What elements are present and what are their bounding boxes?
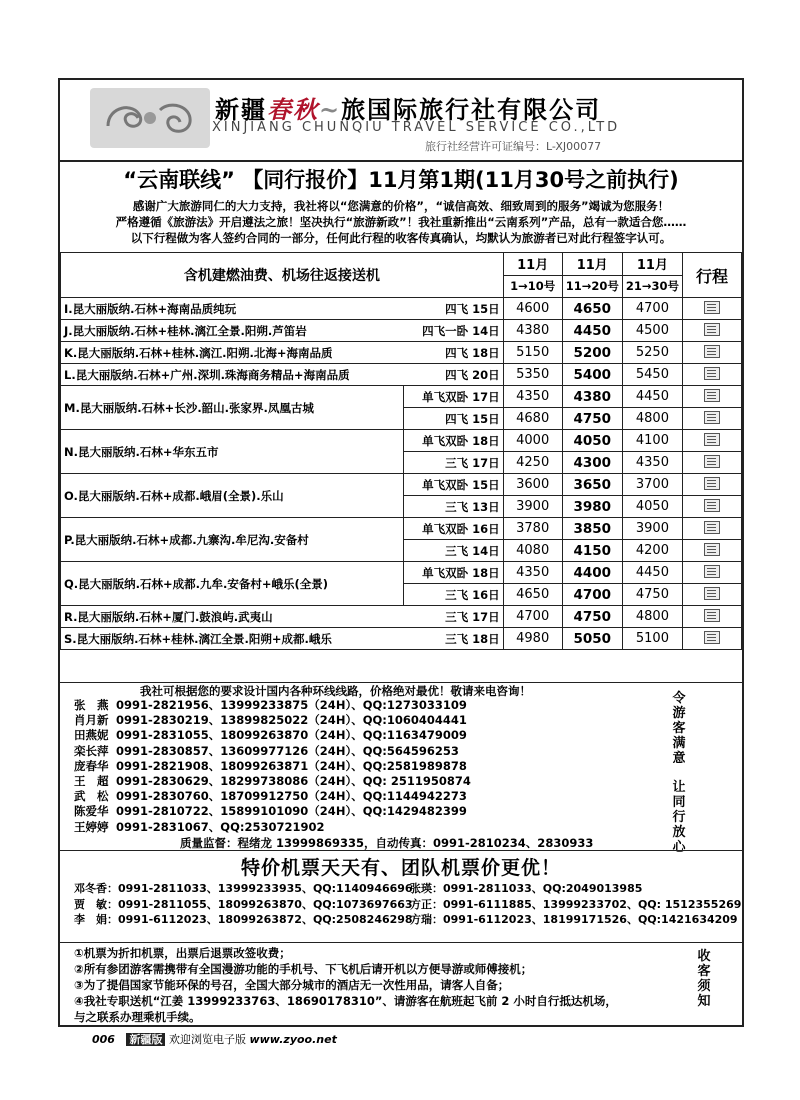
route-name: J.昆大丽版纳.石林+桂林.漓江全景.阳朔.芦笛岩 bbox=[61, 320, 404, 342]
contact-row bbox=[74, 789, 471, 804]
route-duration: 四飞一卧 14日 bbox=[404, 320, 503, 342]
price-cell: 4450 bbox=[622, 562, 682, 584]
itinerary-cell[interactable] bbox=[683, 408, 742, 430]
col-header-period1: 11月 bbox=[503, 253, 562, 276]
itinerary-doc-icon[interactable] bbox=[704, 433, 720, 446]
ticket-row bbox=[74, 881, 741, 897]
col-header-itinerary: 行程 bbox=[683, 253, 742, 298]
price-cell: 4200 bbox=[622, 540, 682, 562]
price-cell: 3600 bbox=[503, 474, 562, 496]
ticket-contact: 张瑛：0991-2811033、QQ:2049013985 bbox=[410, 882, 643, 895]
price-cell: 4750 bbox=[622, 584, 682, 606]
contact-info: 0991-2821956、13999233875（24H）、QQ:1273033109 bbox=[116, 698, 467, 712]
contact-row bbox=[74, 698, 471, 713]
itinerary-cell[interactable] bbox=[683, 474, 742, 496]
price-cell: 4750 bbox=[562, 606, 622, 628]
contact-name: 张 燕 bbox=[74, 698, 109, 712]
price-cell: 4150 bbox=[562, 540, 622, 562]
contact-row bbox=[74, 713, 471, 728]
itinerary-doc-icon[interactable] bbox=[704, 301, 720, 314]
itinerary-doc-icon[interactable] bbox=[704, 477, 720, 490]
table-row bbox=[61, 342, 742, 364]
contact-name: 武 松 bbox=[74, 789, 109, 804]
itinerary-doc-icon[interactable] bbox=[704, 543, 720, 556]
quality-supervision: 质量监督：程绪龙 13999869335，自动传真：0991-2810234、2830933 bbox=[180, 836, 594, 850]
table-header-main: 含机建燃油费、机场往返接送机 bbox=[61, 253, 504, 298]
itinerary-cell[interactable] bbox=[683, 562, 742, 584]
intro-line: 感谢广大旅游同仁的大力支持，我社将以“您满意的价格”，“诚信高效、细致周到的服务”竭诚为您服务！ bbox=[132, 199, 670, 213]
edition-badge: 新疆版 bbox=[126, 1033, 165, 1046]
notice-item: ②所有参团游客需携带有全国漫游功能的手机号、下飞机后请开机以方便导游或师傅接机； bbox=[74, 962, 533, 976]
contact-row bbox=[74, 774, 471, 789]
contact-name: 陈爱华 bbox=[74, 804, 109, 819]
price-cell: 4380 bbox=[562, 386, 622, 408]
itinerary-doc-icon[interactable] bbox=[704, 323, 720, 336]
contact-info: 0991-2821908、18099263871（24H）、QQ:2581989878 bbox=[116, 758, 467, 773]
price-cell: 4100 bbox=[622, 430, 682, 452]
price-cell: 4350 bbox=[622, 452, 682, 474]
price-cell: 3900 bbox=[503, 496, 562, 518]
contact-name: 肖月新 bbox=[74, 713, 109, 728]
itinerary-doc-icon[interactable] bbox=[704, 389, 720, 402]
company-name: 新疆春秋~旅国际旅行社有限公司 bbox=[215, 95, 602, 124]
price-cell: 4380 bbox=[503, 320, 562, 342]
contact-info: 0991-2831055、18099263870（24H）、QQ:1163479009 bbox=[116, 728, 467, 743]
swirl-icon bbox=[100, 96, 200, 140]
itinerary-cell[interactable] bbox=[683, 628, 742, 650]
table-row bbox=[61, 430, 742, 452]
itinerary-cell[interactable] bbox=[683, 320, 742, 342]
table-row bbox=[61, 320, 742, 342]
route-duration: 四飞 20日 bbox=[404, 364, 503, 386]
notice-item: ①机票为折扣机票，出票后退票改签收费； bbox=[74, 946, 291, 960]
contacts-heading: 我社可根据您的要求设计国内各种环线线路，价格绝对最优！敬请来电咨询！ bbox=[140, 684, 531, 698]
table-row bbox=[61, 474, 742, 496]
col-header-period2: 11月 bbox=[562, 253, 622, 276]
route-duration: 单飞双卧 18日 bbox=[404, 562, 503, 584]
price-cell: 5250 bbox=[622, 342, 682, 364]
contact-name: 王婷婷 bbox=[74, 819, 109, 834]
itinerary-cell[interactable] bbox=[683, 342, 742, 364]
itinerary-cell[interactable] bbox=[683, 606, 742, 628]
price-cell: 4750 bbox=[562, 408, 622, 430]
route-duration: 三飞 14日 bbox=[404, 540, 503, 562]
itinerary-cell[interactable] bbox=[683, 540, 742, 562]
itinerary-doc-icon[interactable] bbox=[704, 411, 720, 424]
price-cell: 4050 bbox=[622, 496, 682, 518]
itinerary-cell[interactable] bbox=[683, 584, 742, 606]
route-duration: 三飞 17日 bbox=[404, 452, 503, 474]
route-duration: 单飞双卧 18日 bbox=[404, 430, 503, 452]
notice-item: ③为了提倡国家节能环保的号召，全国大部分城市的酒店无一次性用品，请客人自备； bbox=[74, 978, 510, 992]
price-cell: 5150 bbox=[503, 342, 562, 364]
price-cell: 3900 bbox=[622, 518, 682, 540]
itinerary-cell[interactable] bbox=[683, 452, 742, 474]
itinerary-doc-icon[interactable] bbox=[704, 587, 720, 600]
contact-info: 0991-2810722、15899101090（24H）、QQ:1429482399 bbox=[116, 804, 467, 819]
itinerary-doc-icon[interactable] bbox=[704, 367, 720, 380]
route-duration: 四飞 15日 bbox=[404, 298, 503, 320]
slogan-vertical: 令 游 客 满 意 让 同 行 放 心 bbox=[672, 691, 686, 855]
price-cell: 4800 bbox=[622, 408, 682, 430]
route-name: R.昆大丽版纳.石林+厦门.鼓浪屿.武夷山 bbox=[61, 606, 404, 628]
itinerary-doc-icon[interactable] bbox=[704, 565, 720, 578]
route-name: O.昆大丽版纳.石林+成都.峨眉(全景).乐山 bbox=[61, 474, 404, 518]
itinerary-cell[interactable] bbox=[683, 518, 742, 540]
col-header-range2: 11→20号 bbox=[562, 275, 622, 298]
price-cell: 3780 bbox=[503, 518, 562, 540]
contact-name: 田燕妮 bbox=[74, 728, 109, 743]
route-name: S.昆大丽版纳.石林+桂林.漓江全景.阳朔+成都.峨乐 bbox=[61, 628, 404, 650]
ticket-contact: 方正：0991-6111885、13999233702、QQ: 1512355269 bbox=[410, 897, 742, 911]
notice-list bbox=[74, 945, 684, 1025]
itinerary-doc-icon[interactable] bbox=[704, 609, 720, 622]
contact-info: 0991-2831067、QQ:2530721902 bbox=[116, 819, 325, 834]
table-row bbox=[61, 628, 742, 650]
contact-name: 王 超 bbox=[74, 774, 109, 789]
itinerary-cell[interactable] bbox=[683, 298, 742, 320]
ticket-contact: 方瑞：0991-6112023、18199171526、QQ:1421634209 bbox=[410, 913, 738, 926]
ticket-contact: 李 娟：0991-6112023、18099263872、QQ:2508246298 bbox=[74, 913, 413, 926]
itinerary-cell[interactable] bbox=[683, 386, 742, 408]
price-cell: 4700 bbox=[503, 606, 562, 628]
contact-info: 0991-2830857、13609977126（24H）、QQ:564596253 bbox=[116, 743, 459, 758]
route-duration: 单飞双卧 15日 bbox=[404, 474, 503, 496]
route-name: L.昆大丽版纳.石林+广州.深圳.珠海商务精品+海南品质 bbox=[61, 364, 404, 386]
price-cell: 4700 bbox=[562, 584, 622, 606]
price-cell: 4000 bbox=[503, 430, 562, 452]
intro-line: 严格遵循《旅游法》开启遵法之旅！坚决执行“旅游新政”！我社重新推出“云南系列”产品，总有一款适合您…… bbox=[115, 215, 687, 229]
page-number: 006 bbox=[92, 1033, 115, 1046]
price-cell: 4080 bbox=[503, 540, 562, 562]
route-duration: 四飞 15日 bbox=[404, 408, 503, 430]
footer-url[interactable]: www.zyoo.net bbox=[249, 1033, 337, 1046]
route-name: N.昆大丽版纳.石林+华东五市 bbox=[61, 430, 404, 474]
table-row bbox=[61, 606, 742, 628]
price-table bbox=[60, 252, 742, 650]
price-cell: 5050 bbox=[562, 628, 622, 650]
route-duration: 三飞 17日 bbox=[404, 606, 503, 628]
itinerary-doc-icon[interactable] bbox=[704, 521, 720, 534]
price-cell: 4700 bbox=[622, 298, 682, 320]
route-name: I.昆大丽版纳.石林+海南品质纯玩 bbox=[61, 298, 404, 320]
itinerary-doc-icon[interactable] bbox=[704, 345, 720, 358]
price-cell: 3980 bbox=[562, 496, 622, 518]
price-cell: 5200 bbox=[562, 342, 622, 364]
ticket-contact: 贾 敏：0991-2811055、18099263870、QQ:1073697663 bbox=[74, 897, 413, 911]
contact-name: 庞春华 bbox=[74, 758, 109, 773]
contact-row bbox=[74, 728, 471, 743]
col-header-range3: 21→30号 bbox=[622, 275, 682, 298]
company-logo bbox=[90, 88, 210, 148]
contact-name: 栾长萍 bbox=[74, 743, 109, 758]
itinerary-cell[interactable] bbox=[683, 430, 742, 452]
table-row bbox=[61, 518, 742, 540]
itinerary-cell[interactable] bbox=[683, 496, 742, 518]
route-duration: 单飞双卧 17日 bbox=[404, 386, 503, 408]
contact-info: 0991-2830760、18709912750（24H）、QQ:1144942273 bbox=[116, 789, 467, 804]
price-cell: 4980 bbox=[503, 628, 562, 650]
company-header bbox=[60, 80, 742, 162]
contact-info: 0991-2830629、18299738086（24H）、QQ: 2511950874 bbox=[116, 774, 471, 789]
contact-row bbox=[74, 804, 471, 819]
contact-info: 0991-2830219、13899825022（24H）、QQ:1060404441 bbox=[116, 713, 467, 728]
route-duration: 四飞 18日 bbox=[404, 342, 503, 364]
ticket-row bbox=[74, 912, 741, 928]
price-cell: 4680 bbox=[503, 408, 562, 430]
route-name: K.昆大丽版纳.石林+桂林.漓江.阳朔.北海+海南品质 bbox=[61, 342, 404, 364]
contacts-section bbox=[60, 682, 742, 855]
page-footer bbox=[92, 1031, 337, 1047]
itinerary-doc-icon[interactable] bbox=[704, 499, 720, 512]
price-cell: 4350 bbox=[503, 386, 562, 408]
company-name-en: XINJIANG CHUNQIU TRAVEL SERVICE CO.,LTD bbox=[212, 120, 621, 135]
price-cell: 4450 bbox=[622, 386, 682, 408]
route-duration: 三飞 13日 bbox=[404, 496, 503, 518]
ticket-section bbox=[60, 850, 742, 943]
price-cell: 4300 bbox=[562, 452, 622, 474]
price-cell: 3700 bbox=[622, 474, 682, 496]
price-cell: 5400 bbox=[562, 364, 622, 386]
table-row bbox=[61, 562, 742, 584]
price-cell: 5350 bbox=[503, 364, 562, 386]
footer-text: 欢迎浏览电子版 bbox=[168, 1033, 246, 1046]
price-cell: 4800 bbox=[622, 606, 682, 628]
price-sheet bbox=[58, 78, 744, 1027]
table-row bbox=[61, 298, 742, 320]
ticket-row bbox=[74, 897, 741, 913]
price-cell: 4450 bbox=[562, 320, 622, 342]
notice-section bbox=[60, 942, 742, 1026]
contact-row bbox=[74, 820, 471, 835]
intro-line: 以下行程做为客人签约合同的一部分，任何此行程的收客传真确认，均默认为旅游者已对此行程签字认可。 bbox=[130, 231, 672, 245]
table-row bbox=[61, 364, 742, 386]
col-header-period3: 11月 bbox=[622, 253, 682, 276]
price-cell: 4500 bbox=[622, 320, 682, 342]
intro-text bbox=[60, 198, 742, 246]
col-header-range1: 1→10号 bbox=[503, 275, 562, 298]
price-cell: 4050 bbox=[562, 430, 622, 452]
notice-item: 与之联系办理乘机手续。 bbox=[74, 1010, 201, 1024]
contact-list bbox=[74, 698, 471, 835]
route-name: P.昆大丽版纳.石林+成都.九寨沟.牟尼沟.安备村 bbox=[61, 518, 404, 562]
route-duration: 单飞双卧 16日 bbox=[404, 518, 503, 540]
contact-row bbox=[74, 744, 471, 759]
price-cell: 4400 bbox=[562, 562, 622, 584]
price-cell: 4650 bbox=[562, 298, 622, 320]
price-cell: 4250 bbox=[503, 452, 562, 474]
table-row bbox=[61, 386, 742, 408]
ticket-contacts bbox=[74, 881, 741, 928]
route-duration: 三飞 16日 bbox=[404, 584, 503, 606]
price-cell: 5100 bbox=[622, 628, 682, 650]
price-cell: 4350 bbox=[503, 562, 562, 584]
license-number: 旅行社经营许可证编号：L-XJ00077 bbox=[425, 140, 602, 153]
itinerary-doc-icon[interactable] bbox=[704, 631, 720, 644]
price-cell: 3850 bbox=[562, 518, 622, 540]
page-title: “云南联线” 【同行报价】11月第1期(11月30号之前执行) bbox=[123, 168, 679, 192]
itinerary-doc-icon[interactable] bbox=[704, 455, 720, 468]
price-cell: 5450 bbox=[622, 364, 682, 386]
route-name: M.昆大丽版纳.石林+长沙.韶山.张家界.凤凰古城 bbox=[61, 386, 404, 430]
notice-label-vertical: 收 客 须 知 bbox=[697, 949, 711, 1009]
ticket-banner: 特价机票天天有、团队机票价更优！ bbox=[240, 857, 561, 879]
itinerary-cell[interactable] bbox=[683, 364, 742, 386]
price-cell: 3650 bbox=[562, 474, 622, 496]
route-duration: 三飞 18日 bbox=[404, 628, 503, 650]
route-name: Q.昆大丽版纳.石林+成都.九牟.安备村+峨乐(全景) bbox=[61, 562, 404, 606]
ticket-contact: 邓冬香：0991-2811033、13999233935、QQ:1140946696 bbox=[74, 882, 413, 895]
contact-row bbox=[74, 759, 471, 774]
price-cell: 4650 bbox=[503, 584, 562, 606]
notice-item: ④我社专职送机“江姜 13999233763、18690178310”、请游客在航班起飞前 2 小时自行抵达机场， bbox=[74, 994, 617, 1008]
price-cell: 4600 bbox=[503, 298, 562, 320]
